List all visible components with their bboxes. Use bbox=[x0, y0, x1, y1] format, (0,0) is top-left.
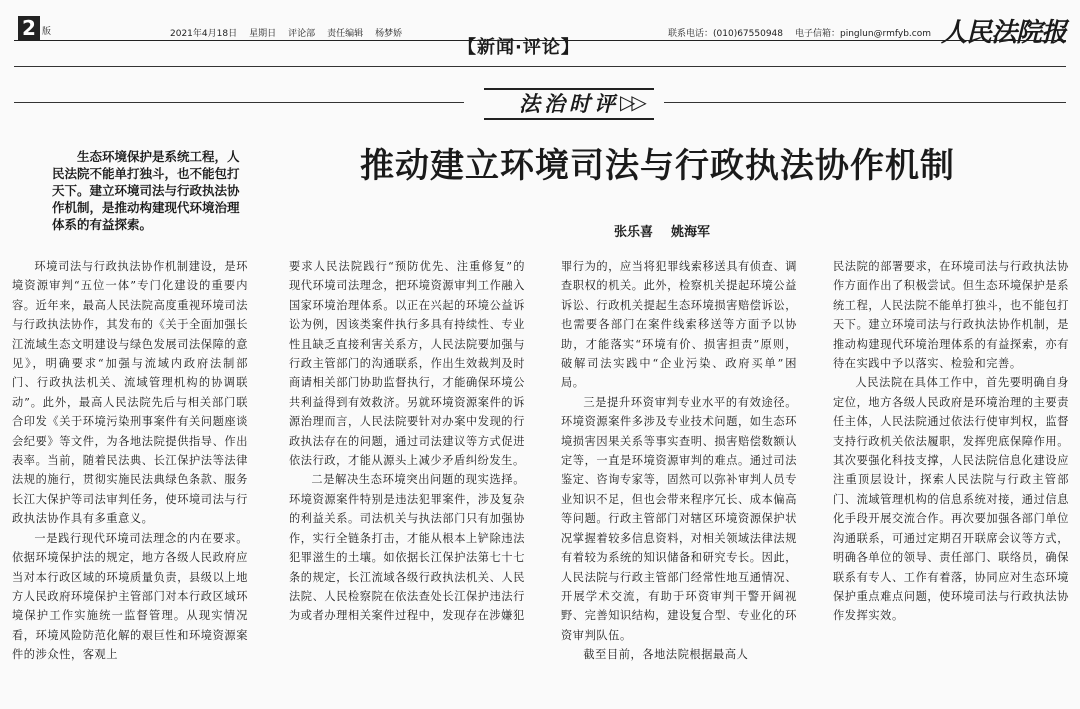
author: 张乐喜 bbox=[614, 225, 654, 240]
body-column-1 bbox=[12, 257, 248, 707]
double-arrow-icon: ▷▷ bbox=[620, 90, 643, 114]
column-label: 法治时评 bbox=[484, 88, 654, 120]
issue-meta bbox=[170, 26, 414, 39]
byline bbox=[614, 221, 710, 240]
body-column-3 bbox=[561, 257, 797, 707]
editor-name: 杨梦娇 bbox=[375, 29, 403, 39]
header-rule-lower bbox=[14, 66, 1066, 67]
department: 评论部 bbox=[288, 29, 316, 39]
paragraph: 二是解决生态环境突出问题的现实选择。环境资源案件特别是违法犯罪案件，涉及复杂的利益关系。司法机关与执法部门只有加强协作，实行全链条打击，才能从根本上铲除违法犯罪滋生的土壤。如依据长江保护法第七十七条的规定，长江流域各级行政执法机关、人民法院、人民检察院在依法查处长江保护违法行为或者办理相关案件过程中，发现存在涉嫌犯 bbox=[289, 473, 525, 623]
contact-info bbox=[668, 26, 943, 39]
header-rule bbox=[14, 40, 1066, 41]
paragraph: 要求人民法院践行“预防优先、注重修复”的现代环境司法理念，把环境资源审判工作融入国家环境治理体系。以正在兴起的环境公益诉讼为例，因该类案件执行多具有持续性、专业性且缺乏直接利害关系方，人民法院要加强与行政主管部门的沟通联系，作出生效裁判及时商请相关部门协助监督执行，才能确保环境公共利益得到有效救济。另就环境资源案件的诉源治理而言，人民法院要针对办案中发现的行政执法存在的问题，通过司法建议等方式促进依法行政，才能从源头上减少矛盾纠纷发生。 bbox=[289, 260, 525, 468]
paragraph: 罪行为的，应当将犯罪线索移送具有侦查、调查职权的机关。此外，检察机关提起环境公益诉讼、行政机关提起生态环境损害赔偿诉讼，也需要各部门在案件线索移送等方面予以协助，才能落实“环境有价、损害担责”原则，破解司法实践中“企业污染、政府买单”困局。 bbox=[561, 260, 797, 390]
banner-rule-left bbox=[14, 102, 464, 103]
author: 姚海军 bbox=[671, 225, 711, 240]
contact-phone: 联系电话：(010)67550948 bbox=[668, 29, 784, 39]
banner-rule-right bbox=[664, 102, 1066, 103]
body-column-2 bbox=[289, 257, 525, 707]
paragraph: 一是践行现代环境司法理念的内在要求。依据环境保护法的规定，地方各级人民政府应当对本行政区域的环境质量负责，县级以上地方人民政府环境保护主管部门对本行政区域环境保护工作实施统一监督管理。从现实情况看，环境风险防范化解的艰巨性和环境资源案件的涉众性，客观上 bbox=[12, 531, 248, 662]
paragraph: 环境司法与行政执法协作机制建设，是环境资源审判“五位一体”专门化建设的重要内容。近年来，最高人民法院高度重视环境司法与行政执法协作，其发布的《关于全面加强长江流域生态文明建设与绿色发展司法保障的意见》，明确要求“加强与流域内政府法制部门、行政执法机关、流域管理机构的协调联动”。此外，最高人民法院先后与相关部门联合印发《关于环境污染刑事案件有关问题座谈会纪要》等文件，为各地法院提供指导、作出表率。当前，随着民法典、长江保护法等法律法规的施行，贯彻实施民法典绿色条款、服务长江大保护等司法审判任务，使环境司法与行政执法协作具有多重意义。 bbox=[12, 260, 248, 526]
page-number: 2 bbox=[18, 16, 40, 40]
issue-weekday: 星期日 bbox=[249, 29, 277, 39]
issue-date: 2021年4月18日 bbox=[170, 29, 238, 39]
article-title: 推动建立环境司法与行政执法协作机制 bbox=[360, 146, 955, 186]
page-header bbox=[0, 0, 1080, 66]
masthead-logo: 人民法院报 bbox=[940, 18, 1066, 48]
contact-email: 电子信箱：pinglun@rmfyb.com bbox=[795, 29, 931, 39]
section-tag: 【新闻·评论】 bbox=[458, 37, 580, 58]
body-column-4 bbox=[833, 257, 1069, 707]
paragraph: 三是提升环资审判专业水平的有效途径。环境资源案件多涉及专业技术问题，如生态环境损害因果关系等事实查明、损害赔偿数额认定等，一直是环境资源审判的难点。通过司法鉴定、咨询专家等，固然可以弥补审判人员专业知识不足，但也会带来程序冗长、成本偏高等问题。行政主管部门对辖区环境资源保护状况掌握着较多信息资料，对相关领域法律法规有着较为系统的知识储备和研究专长。因此，人民法院与行政主管部门经常性地互通情况、开展学术交流，有助于环资审判干警开阔视野、完善知识结构，建设复合型、专业化的环资审判队伍。 bbox=[561, 395, 797, 642]
paragraph: 截至目前，各地法院根据最高人 bbox=[583, 648, 749, 662]
paragraph: 人民法院在具体工作中，首先要明确自身定位，地方各级人民政府是环境治理的主要责任主体，人民法院通过依法行使审判权，监督支持行政机关依法履职，发挥兜底保障作用。其次要强化科技支撑，人民法院信息化建设应注重顶层设计，探索人民法院与行政主管部门、流域管理机构的信息系统对接，通过信息化手段开展交流合作。再次要加强各部门单位沟通联系，可通过定期召开联席会议等方式，明确各单位的领导、责任部门、联络员，确保联系有专人、工作有着落，协同应对生态环境保护重点难点问题，使环境司法与行政执法协作发挥实效。 bbox=[833, 376, 1069, 623]
page-suffix: 版 bbox=[42, 27, 52, 37]
editor-label: 责任编辑 bbox=[327, 29, 364, 39]
paragraph: 民法院的部署要求，在环境司法与行政执法协作方面作出了积极尝试。但生态环境保护是系统工程，人民法院不能单打独斗，也不能包打天下。建立环境司法与行政执法协作机制，是推动构建现代环境治理体系的有益探索，亦有待在实践中予以落实、检验和完善。 bbox=[833, 260, 1069, 371]
column-banner bbox=[14, 82, 1066, 122]
lead-summary: 生态环境保护是系统工程，人民法院不能单打独斗，也不能包打天下。建立环境司法与行政执法协作机制，是推动构建现代环境治理体系的有益探索。 bbox=[52, 149, 240, 232]
